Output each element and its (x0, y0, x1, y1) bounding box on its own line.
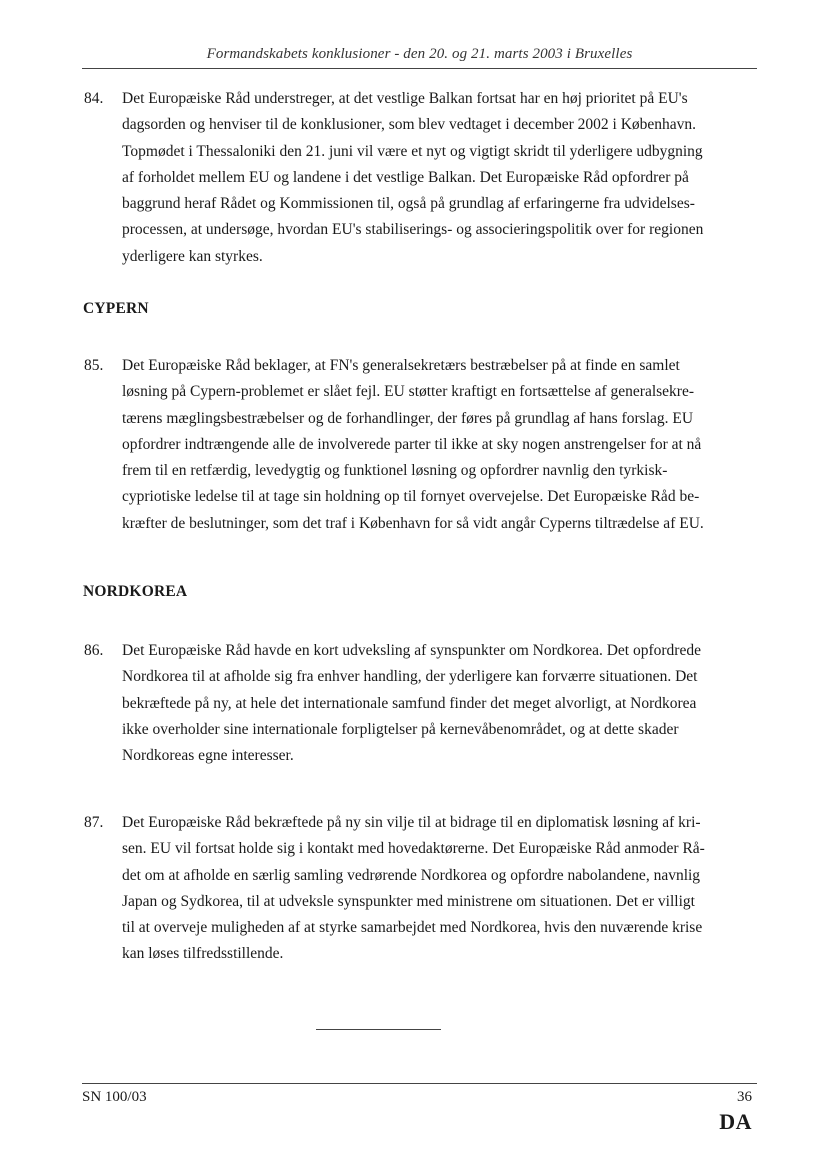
text-line: frem til en retfærdig, levedygtig og funktionel løsning og opfordrer navnlig den tyrkisk- (122, 462, 668, 480)
text-line: Japan og Sydkorea, til at udveksle synspunkter med ministrene om situationen. Det er villigt (122, 892, 695, 910)
end-of-text-rule (316, 1029, 441, 1030)
page-number: 36 (737, 1089, 752, 1105)
text-line: ikke overholder sine internationale forpligtelser på kernevåbenområdet, og at dette skader (122, 720, 679, 738)
section-heading-cypern: CYPERN (83, 300, 149, 317)
text-line: Nordkoreas egne interesser. (122, 747, 294, 765)
paragraph-number: 84. (84, 90, 104, 107)
paragraph-84 (82, 86, 762, 270)
paragraph-text (122, 638, 754, 769)
language-code: DA (719, 1109, 752, 1134)
paragraph-87 (82, 810, 762, 968)
paragraph-text (122, 810, 754, 968)
paragraph-number: 86. (84, 642, 104, 659)
paragraph-85 (82, 353, 762, 537)
paragraph-text (122, 86, 754, 270)
text-line: Det Europæiske Råd beklager, at FN's generalsekretærs bestræbelser på at finde en samlet (122, 357, 680, 374)
section-heading-nordkorea: NORDKOREA (83, 583, 188, 600)
paragraph-text (122, 353, 754, 537)
text-line: kræfter de beslutninger, som det traf i København for så vidt angår Cyperns tiltrædelse af EU. (122, 514, 704, 532)
text-line: bekræftede på ny, at hele det internationale samfund finder det meget alvorligt, at Nordkorea (122, 694, 697, 712)
text-line: opfordrer indtrængende alle de involverede parter til ikke at sky nogen anstrengelser for at nå (122, 435, 702, 453)
running-header: Formandskabets konklusioner - den 20. og 21. marts 2003 i Bruxelles (206, 46, 633, 62)
text-line: yderligere kan styrkes. (122, 247, 263, 265)
text-line: baggrund heraf Rådet og Kommissionen til, også på grundlag af erfaringerne fra udvidelses- (122, 195, 695, 213)
text-line: løsning på Cypern-problemet er slået fejl. EU støtter kraftigt en fortsættelse af generalsekre- (122, 383, 695, 401)
text-line: Det Europæiske Råd bekræftede på ny sin vilje til at bidrage til en diplomatisk løsning af kri- (122, 814, 701, 831)
text-line: Nordkorea til at afholde sig fra enhver handling, der yderligere kan forværre situationen. Det (122, 668, 698, 686)
paragraph-number: 85. (84, 357, 104, 374)
paragraph-86 (82, 638, 762, 769)
text-line: Det Europæiske Råd havde en kort udveksling af synspunkter om Nordkorea. Det opfordrede (122, 642, 701, 659)
text-line: processen, at undersøge, hvordan EU's stabiliserings- og associeringspolitik over for regionen (122, 221, 704, 239)
paragraph-number: 87. (84, 814, 104, 831)
text-line: cypriotiske ledelse til at tage sin holdning op til fornyet overvejelse. Det Europæiske Råd be- (122, 488, 700, 506)
document-reference: SN 100/03 (82, 1089, 147, 1105)
text-line: til at overveje muligheden af at styrke samarbejdet med Nordkorea, hvis den nuværende krise (122, 919, 703, 937)
text-line: tærens mæglingsbestræbelser og de forhandlinger, der føres på grundlag af hans forslag. EU (122, 409, 694, 427)
text-line: det om at afholde en særlig samling vedrørende Nordkorea og opfordre nabolandene, navnlig (122, 866, 701, 884)
text-line: af forholdet mellem EU og landene i det vestlige Balkan. Det Europæiske Råd opfordrer på (122, 168, 689, 186)
footer-divider (82, 1083, 757, 1084)
text-line: sen. EU vil fortsat holde sig i kontakt med hovedaktørerne. Det Europæiske Råd anmoder Rå- (122, 840, 705, 858)
text-line: Det Europæiske Råd understreger, at det vestlige Balkan fortsat har en høj prioritet på EU's (122, 90, 688, 107)
text-line: Topmødet i Thessaloniki den 21. juni vil være et nyt og vigtigt skridt til yderligere udbygning (122, 142, 703, 160)
text-line: dagsorden og henviser til de konklusioner, som blev vedtaget i december 2002 i København. (122, 116, 697, 134)
header-divider (82, 68, 757, 69)
text-line: kan løses tilfredsstillende. (122, 945, 284, 963)
